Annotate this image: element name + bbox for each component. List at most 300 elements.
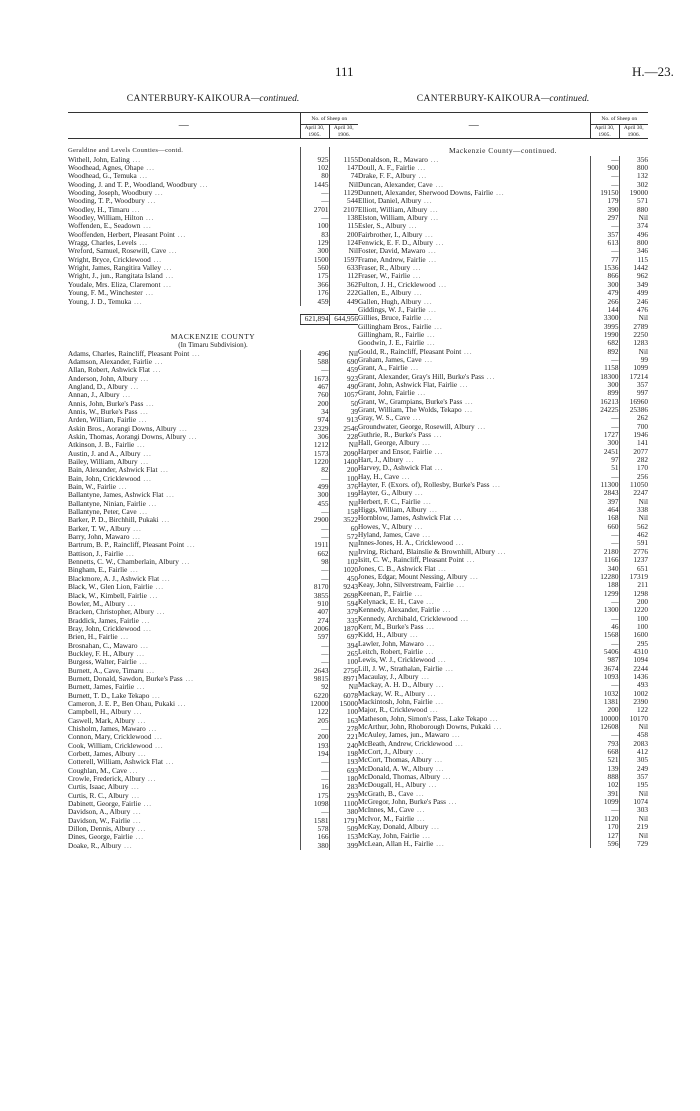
table-row	[358, 431, 648, 439]
table-row	[358, 832, 648, 840]
right-column	[358, 94, 648, 848]
sheep-1905: 297	[590, 214, 619, 222]
leader-dots: ...	[415, 172, 428, 181]
owner-name-text: Barker, T. W., Albury	[68, 524, 131, 533]
owner-name	[358, 573, 590, 581]
owner-name-text: Wooding, Joseph, Woodbury	[68, 189, 153, 198]
owner-name	[358, 740, 590, 748]
sheep-1906: 17214	[629, 372, 648, 381]
owner-name-text: McGrath, B., Cave	[358, 789, 414, 798]
table-row	[68, 733, 358, 741]
leader-dots: ...	[410, 264, 422, 273]
owner-name-text: Davidson, W., Fairlie	[68, 816, 131, 825]
owner-name-text: Youdale, Mrs. Eliza, Claremont	[68, 280, 161, 289]
leader-dots: ...	[426, 506, 438, 515]
owner-name-text: Hayter, F. (Exors. of), Rollesby, Burke's Pass	[358, 481, 490, 490]
leader-dots: ...	[490, 723, 503, 732]
sheep-1905: 77	[590, 256, 619, 264]
sheep-1906: 800	[637, 239, 648, 248]
owner-name-text: Gillingham Bros., Fairlie	[358, 322, 432, 331]
table-row	[358, 398, 648, 406]
right-sheep-table	[358, 112, 648, 848]
owner-name	[68, 416, 300, 424]
leader-dots: ...	[412, 748, 425, 757]
sheep-1905: 2329	[300, 425, 329, 433]
table-row	[358, 640, 648, 648]
sheep-1906: 651	[637, 564, 648, 573]
owner-name-text: Wreford, Samuel, Rosewill, Cave	[68, 247, 167, 256]
sheep-1905: 200	[300, 733, 329, 741]
table-row	[68, 800, 358, 808]
sheep-1906: 1283	[633, 339, 648, 348]
leader-dots: ...	[140, 800, 153, 809]
sheep-1906: 335	[347, 616, 358, 625]
owner-name-text: Grant, W., Grampians, Burke's Pass	[358, 397, 463, 406]
table-row	[358, 206, 648, 214]
owner-name	[358, 331, 590, 339]
table-row	[68, 256, 358, 264]
sheep-1906: 6078	[343, 691, 358, 700]
table-row	[68, 383, 358, 391]
owner-name-text: Elliott, William, Albury	[358, 205, 428, 214]
sheep-1906: 195	[637, 781, 648, 790]
owner-name	[68, 525, 300, 533]
sheep-1905: 588	[300, 358, 329, 366]
sheep-1905: 1727	[590, 431, 619, 439]
owner-name	[68, 375, 300, 383]
owner-name	[68, 742, 300, 750]
sheep-1906: 39	[350, 407, 358, 416]
sheep-1906: 158	[347, 508, 358, 517]
owner-name	[68, 800, 300, 808]
table-row	[358, 673, 648, 681]
sheep-1906: 170	[637, 464, 648, 473]
table-row	[358, 690, 648, 698]
sheep-1906: 1436	[633, 672, 648, 681]
table-row	[358, 840, 648, 848]
owner-name	[358, 681, 590, 689]
table-row	[68, 358, 358, 366]
sheep-1905: 300	[590, 281, 619, 289]
owner-name-text: Crowle, Frederick, Albury	[68, 775, 146, 784]
owner-name	[358, 181, 590, 189]
owner-name-text: Hyland, James, Cave	[358, 531, 420, 540]
sheep-1906	[329, 147, 358, 155]
table-row	[358, 239, 648, 247]
owner-name	[68, 808, 300, 816]
leader-dots: ...	[427, 214, 439, 223]
owner-name-text: Elston, William, Albury	[358, 214, 428, 223]
table-row	[358, 731, 648, 739]
leader-dots: ...	[493, 189, 505, 198]
table-row	[68, 206, 358, 214]
owner-name-text: Fairbrother, I., Albury	[358, 230, 423, 239]
owner-name	[358, 806, 590, 814]
owner-name	[68, 825, 300, 833]
owner-name	[358, 222, 590, 230]
sheep-1906: 1220	[633, 606, 648, 615]
right-header-1906: April 30, 1906.	[619, 125, 648, 139]
owner-name	[358, 556, 590, 564]
sheep-1906: Nil	[638, 514, 648, 523]
sheep-1905: 455	[300, 500, 329, 508]
leader-dots: ...	[140, 624, 152, 633]
owner-name	[68, 197, 300, 205]
table-row	[358, 439, 648, 447]
owner-name-text: Annis, John, Burke's Pass	[68, 399, 144, 408]
owner-name-text: Irving, Richard, Blainslie & Brownhill, Albury	[358, 547, 496, 556]
leader-dots: ...	[457, 380, 469, 389]
leader-dots: ...	[152, 741, 164, 750]
leader-dots: ...	[425, 305, 437, 314]
sheep-1906: Nil	[638, 214, 648, 223]
left-sheep-table	[68, 112, 358, 850]
table-row	[358, 323, 648, 331]
leader-dots: ...	[131, 708, 143, 717]
table-row	[358, 264, 648, 272]
owner-name	[358, 348, 590, 356]
sheep-1906: 221	[347, 733, 358, 742]
table-row	[358, 748, 648, 756]
owner-name-text: Major, R., Cricklewood	[358, 706, 428, 715]
sheep-1906: 262	[637, 414, 648, 423]
owner-name	[68, 450, 300, 458]
owner-name-text: Woodley, H., Timaru	[68, 205, 130, 214]
sheep-1905: 2006	[300, 625, 329, 633]
sheep-1905: 366	[300, 281, 329, 289]
owner-name-text: Bartrum, B. P., Raincliff, Pleasant Point	[68, 541, 185, 550]
owner-name-text: McDougall, H., Albury	[358, 781, 426, 790]
sheep-1905: 179	[590, 197, 619, 205]
sheep-1906: 349	[637, 280, 648, 289]
owner-name	[68, 408, 300, 416]
sheep-1906: 256	[637, 472, 648, 481]
table-row	[68, 758, 358, 766]
sheep-1905: —	[590, 423, 619, 431]
sheep-1906: 357	[637, 773, 648, 782]
sheep-1905: —	[300, 214, 329, 222]
sheep-1905: 1581	[300, 817, 329, 825]
owner-name	[358, 723, 590, 731]
leader-dots: ...	[457, 614, 469, 623]
owner-name	[68, 500, 300, 508]
sheep-1905: 391	[590, 790, 619, 798]
table-row	[358, 506, 648, 514]
sheep-1905: 16	[300, 783, 329, 791]
right-header-1905: April 30, 1905.	[590, 125, 619, 139]
sheep-1905: —	[300, 189, 329, 197]
leader-dots: ...	[467, 572, 479, 581]
table-row	[358, 698, 648, 706]
table-row	[358, 723, 648, 731]
table-row	[358, 339, 648, 347]
sheep-1905: 1032	[590, 690, 619, 698]
sheep-1906: 880	[637, 205, 648, 214]
table-row	[358, 373, 648, 381]
owner-name-text: Arden, William, Fairlie	[68, 416, 137, 425]
left-title-text: CANTERBURY-KAIKOURA	[126, 94, 251, 104]
owner-name	[68, 425, 300, 433]
owner-name-text: McIvor, M., Fairlie	[358, 814, 415, 823]
table-row	[358, 781, 648, 789]
owner-name	[358, 256, 590, 264]
table-row	[358, 815, 648, 823]
table-row	[68, 458, 358, 466]
sheep-1906: 1094	[633, 656, 648, 665]
owner-name-text: Gillies, Bruce, Fairlie	[358, 314, 422, 323]
leader-dots: ...	[418, 672, 430, 681]
owner-name	[358, 531, 590, 539]
leader-dots: ...	[145, 775, 157, 784]
table-row	[358, 281, 648, 289]
sheep-1905: 300	[300, 247, 329, 255]
table-row	[68, 197, 358, 205]
table-row	[358, 514, 648, 522]
owner-name-text: Gallen, Hugh, Albury	[358, 297, 422, 306]
spacer-row	[68, 139, 358, 148]
table-row	[358, 172, 648, 180]
sheep-1906: Nil	[638, 314, 648, 323]
table-row	[358, 189, 648, 197]
table-row	[68, 692, 358, 700]
leader-dots: ...	[433, 239, 445, 248]
sheep-1906: 1298	[633, 589, 648, 598]
owner-name-text: Jones, C. B., Ashwick Flat	[358, 564, 436, 573]
owner-name	[358, 823, 590, 831]
owner-name-text: McBeath, Andrew, Cricklewood	[358, 739, 453, 748]
table-row	[358, 498, 648, 506]
owner-name	[68, 725, 300, 733]
sheep-1906: 2107	[343, 205, 358, 214]
owner-name-text: Matheson, John, Simon's Pass, Lake Tekapo	[358, 714, 488, 723]
owner-name-text: Caswell, Mark, Albury	[68, 716, 135, 725]
table-row	[358, 448, 648, 456]
sheep-1905: 24225	[590, 406, 619, 414]
owner-name	[358, 298, 590, 306]
leader-dots: ...	[186, 432, 198, 441]
owner-name	[68, 783, 300, 791]
leader-dots: ...	[149, 691, 161, 700]
table-row	[68, 667, 358, 675]
table-row	[68, 725, 358, 733]
table-row	[358, 414, 648, 422]
sheep-1905: 122	[300, 708, 329, 716]
leader-dots: ...	[452, 739, 464, 748]
sheep-1905: 144	[590, 306, 619, 314]
table-row	[68, 231, 358, 239]
section-subheading-text: (In Timaru Subdivision).	[178, 341, 248, 350]
owner-name	[358, 448, 590, 456]
sheep-1905: 102	[300, 164, 329, 172]
leader-dots: ...	[431, 431, 443, 440]
sheep-1906: 1442	[633, 264, 648, 273]
sheep-1905: 10000	[590, 715, 619, 723]
sheep-1906: Nil	[638, 723, 648, 732]
owner-name	[358, 773, 590, 781]
owner-name	[68, 181, 300, 189]
owner-name-text: Wragg, Charles, Levels	[68, 239, 137, 248]
owner-name	[68, 692, 300, 700]
sheep-1906: Nil	[348, 180, 358, 189]
spacer-row	[68, 306, 358, 315]
leader-dots: ...	[425, 689, 437, 698]
leader-dots: ...	[483, 372, 496, 381]
owner-name	[68, 247, 300, 255]
owner-name-text: Keay, John, Silverstream, Fairlie	[358, 581, 454, 590]
table-row	[358, 681, 648, 689]
sheep-1906: 99	[640, 355, 648, 364]
table-row	[358, 765, 648, 773]
sheep-1906: 462	[637, 531, 648, 540]
continued-heading-row	[68, 147, 358, 155]
table-row	[68, 483, 358, 491]
table-row	[358, 423, 648, 431]
sheep-1905: 1381	[590, 698, 619, 706]
leader-dots: ...	[143, 666, 155, 675]
owner-name	[358, 323, 590, 331]
sheep-1905: 82	[300, 466, 329, 474]
owner-name-text: Duncan, Alexander, Cave	[358, 180, 433, 189]
table-row	[68, 181, 358, 189]
sheep-1906: 219	[637, 823, 648, 832]
sheep-1905: 1300	[590, 606, 619, 614]
sheep-1905: 1099	[590, 798, 619, 806]
table-row	[68, 350, 358, 358]
sheep-1906: 644,956	[329, 315, 358, 324]
owner-name	[358, 239, 590, 247]
leader-dots: ...	[116, 483, 128, 492]
sheep-1905: 19150	[590, 189, 619, 197]
sheep-1906: 2390	[633, 698, 648, 707]
sheep-1905: 2900	[300, 516, 329, 524]
leader-dots: ...	[445, 798, 458, 807]
sheep-1905: 866	[590, 272, 619, 280]
sheep-1905: 899	[590, 389, 619, 397]
leader-dots: ...	[184, 541, 196, 550]
owner-name	[68, 189, 300, 197]
sheep-1906: Nil	[348, 441, 358, 450]
leader-dots: ...	[450, 514, 463, 523]
leader-dots: ...	[159, 574, 171, 583]
sheep-1906: 729	[637, 839, 648, 848]
owner-name-text: Fraser, W., Fairlie	[358, 272, 411, 281]
owner-name	[358, 398, 590, 406]
owner-name	[68, 315, 300, 324]
owner-name	[358, 197, 590, 205]
owner-name-text: Cotterell, William, Ashwick Flat	[68, 758, 164, 767]
owner-name	[68, 164, 300, 172]
table-row	[68, 416, 358, 424]
owner-name	[68, 842, 300, 850]
table-row	[358, 231, 648, 239]
owner-name	[358, 289, 590, 297]
owner-name	[68, 289, 300, 297]
sheep-1906: 222	[347, 289, 358, 298]
owner-name	[358, 373, 590, 381]
sheep-1905: 5406	[590, 648, 619, 656]
owner-name	[358, 281, 590, 289]
leader-dots: ...	[414, 806, 426, 815]
table-row	[358, 222, 648, 230]
owner-name-text: Lill, J. W., Strathalan, Fairlie	[358, 664, 443, 673]
table-row	[68, 708, 358, 716]
table-row	[68, 366, 358, 374]
sheep-1905: 1568	[590, 631, 619, 639]
sheep-1906: 2247	[633, 489, 648, 498]
sheep-1905: 464	[590, 506, 619, 514]
table-row	[68, 247, 358, 255]
sheep-1905: 97	[590, 456, 619, 464]
sheep-1906: 303	[637, 806, 648, 815]
owner-name-text: Hart, J., Albury	[358, 456, 404, 465]
owner-name	[68, 550, 300, 558]
leader-dots: ...	[158, 516, 171, 525]
owner-name-text: Curtis, R. C., Albury	[68, 791, 129, 800]
leader-dots: ...	[126, 766, 139, 775]
sheep-1906: 346	[637, 247, 648, 256]
sheep-1906: Nil	[638, 789, 648, 798]
owner-name-text: Brien, H., Fairlie	[68, 633, 118, 642]
sheep-1906: 697	[347, 633, 358, 642]
leader-dots: ...	[125, 599, 137, 608]
owner-name	[68, 633, 300, 641]
owner-name	[358, 790, 590, 798]
table-row	[358, 156, 648, 164]
sheep-1906: Nil	[348, 541, 358, 550]
sheep-1905: 129	[300, 239, 329, 247]
owner-name-text: Dunnett, Alexander, Sherwood Downs, Fairlie	[358, 189, 494, 198]
owner-name	[68, 833, 300, 841]
table-row	[358, 473, 648, 481]
section-heading-text: Mackenzie County—continued.	[449, 146, 557, 156]
leader-dots: ...	[414, 389, 427, 398]
table-row	[358, 565, 648, 573]
owner-name-text: Woodhead, G., Temuka	[68, 172, 137, 181]
sheep-1906: 572	[347, 533, 358, 542]
sheep-1906: Nil	[348, 549, 358, 558]
sheep-1906: 1597	[343, 255, 358, 264]
leader-dots: ...	[150, 366, 162, 375]
sheep-1906: 591	[637, 539, 648, 548]
owner-name	[358, 189, 590, 197]
sheep-1905: 1120	[590, 815, 619, 823]
table-row	[68, 825, 358, 833]
leader-dots: ...	[134, 683, 146, 692]
table-row	[68, 566, 358, 574]
sheep-1906: 1600	[633, 631, 648, 640]
leader-dots: ...	[419, 831, 431, 840]
owner-name-text: McKay, John, Fairlie	[358, 831, 420, 840]
sheep-1906: 193	[347, 758, 358, 767]
owner-name	[358, 306, 590, 314]
leader-dots: ...	[421, 314, 433, 323]
sheep-1906: 278	[347, 725, 358, 734]
sheep-1906: Nil	[348, 349, 358, 358]
leader-dots: ...	[182, 674, 194, 683]
sheep-1906: 374	[637, 222, 648, 231]
table-row	[358, 247, 648, 255]
leader-dots: ...	[425, 247, 437, 256]
sheep-1906: 293	[347, 791, 358, 800]
sheep-1905: 100	[300, 222, 329, 230]
owner-name-text: Giddings, W. J., Fairlie	[358, 305, 426, 314]
owner-name-text: Bain, John, Cricklewood	[68, 474, 141, 483]
owner-name	[68, 617, 300, 625]
owner-name	[68, 758, 300, 766]
leader-dots: ...	[427, 155, 440, 164]
owner-name	[68, 350, 300, 358]
sheep-1905: 139	[590, 765, 619, 773]
